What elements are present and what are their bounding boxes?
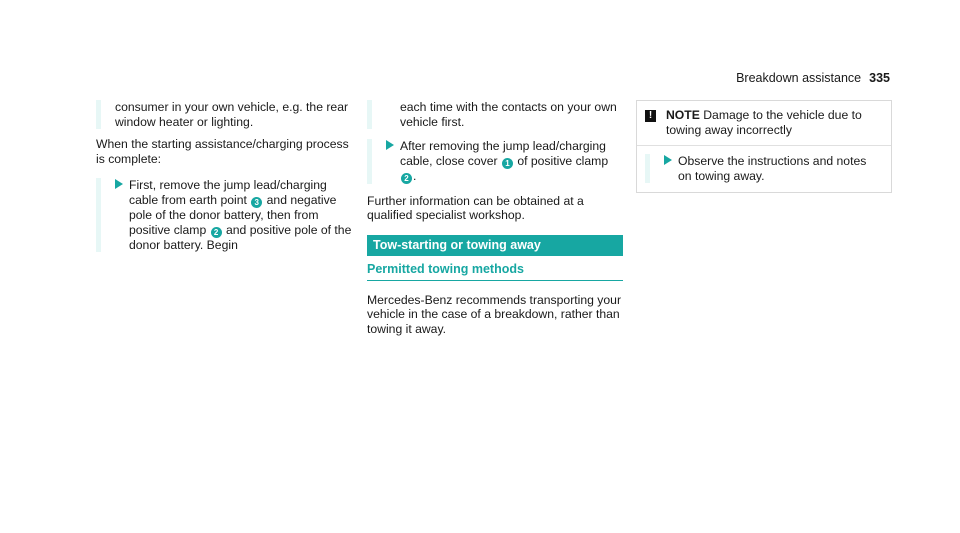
play-arrow-icon xyxy=(115,178,129,252)
note-box xyxy=(636,100,892,193)
step-block xyxy=(645,154,883,183)
step-text-part: First, remove the jump lead/charging cable from earth point xyxy=(129,178,327,207)
step-text xyxy=(400,139,623,184)
callout-badge: 1 xyxy=(502,158,513,169)
note-header xyxy=(637,101,891,146)
step-text-part: . xyxy=(413,168,417,183)
continued-step-block xyxy=(367,100,623,129)
section-title: Tow-starting or towing away xyxy=(367,235,623,256)
play-arrow-icon xyxy=(664,154,678,183)
play-arrow-icon xyxy=(386,139,400,184)
page-header xyxy=(736,71,890,85)
callout-badge: 3 xyxy=(251,197,262,208)
step-block xyxy=(96,178,352,252)
page-number: 335 xyxy=(869,71,890,85)
note-label: NOTE xyxy=(666,108,700,122)
column-2 xyxy=(367,100,623,336)
step-block xyxy=(367,139,623,184)
step-text-part: and negative pole of the donor battery, then from positive clamp xyxy=(129,192,337,237)
continued-text: consumer in your own vehicle, e.g. the rear window heater or lighting. xyxy=(115,100,349,129)
completion-paragraph: When the starting assistance/charging process is complete: xyxy=(96,137,349,166)
step-text-part: of positive clamp xyxy=(513,153,609,168)
column-3 xyxy=(636,100,892,193)
step-text xyxy=(129,178,352,252)
column-1 xyxy=(96,100,352,252)
warning-icon: ! xyxy=(645,110,656,122)
continued-text-block xyxy=(96,100,352,129)
note-heading xyxy=(666,108,883,137)
note-heading-text: Damage to the vehicle due to towing away incorrectly xyxy=(666,108,862,137)
continued-step-text: each time with the contacts on your own vehicle first. xyxy=(400,100,617,129)
subsection-title: Permitted towing methods xyxy=(367,262,623,281)
step-item xyxy=(115,178,352,252)
callout-badge: 2 xyxy=(401,173,412,184)
step-text: Observe the instructions and notes on towing away. xyxy=(678,154,867,183)
step-item xyxy=(664,154,883,183)
header-section-title: Breakdown assistance xyxy=(736,71,862,85)
step-item xyxy=(386,139,623,184)
body-paragraph: Mercedes-Benz recommends transporting your vehicle in the case of a breakdown, rather than towing it away. xyxy=(367,292,622,336)
step-text-part: After removing the jump lead/charging cable, close cover xyxy=(400,139,606,168)
info-paragraph: Further information can be obtained at a qualified specialist workshop. xyxy=(367,193,584,223)
note-body xyxy=(637,146,891,192)
callout-badge: 2 xyxy=(211,227,222,238)
step-text-part: and positive pole of the donor battery. Begin xyxy=(129,222,352,252)
